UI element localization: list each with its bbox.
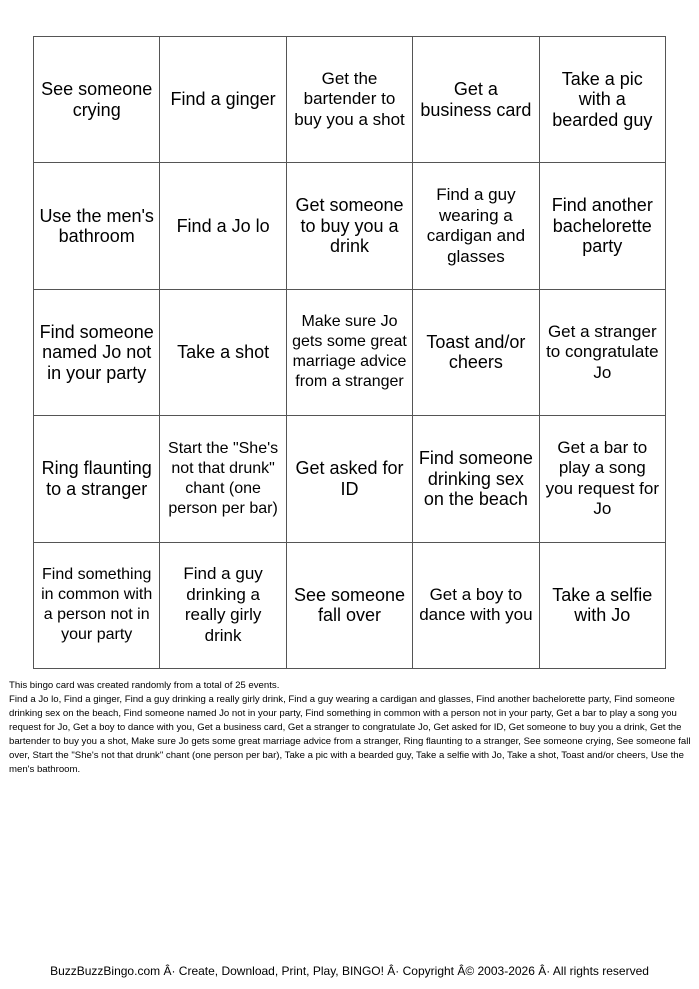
bingo-cell-r3c2 bbox=[160, 290, 286, 416]
cell-text: Toast and/or cheers bbox=[426, 331, 526, 373]
cell-text: Find a ginger bbox=[170, 89, 276, 110]
cell-text: Take a shot bbox=[177, 342, 270, 363]
bingo-cell-r1c4 bbox=[413, 37, 539, 163]
bingo-cell-r3c5 bbox=[540, 290, 666, 416]
cell-text: See someone crying bbox=[41, 79, 153, 120]
bingo-card bbox=[33, 36, 666, 669]
cell-text: Get someone to buy you a drink bbox=[295, 195, 404, 257]
cell-text: See someone fall over bbox=[293, 584, 406, 626]
cell-text: Get a business card bbox=[420, 79, 532, 120]
card-summary: This bingo card was created randomly from a total of 25 events. bbox=[9, 680, 280, 691]
bingo-cell-r1c2 bbox=[160, 37, 286, 163]
cell-text: Get a boy to dance with you bbox=[419, 584, 533, 625]
bingo-cell-r5c4 bbox=[413, 543, 539, 669]
bingo-cell-r2c2 bbox=[160, 163, 286, 289]
bingo-cell-r4c4 bbox=[413, 416, 539, 542]
cell-text: Take a selfie with Jo bbox=[552, 584, 653, 626]
cell-text: Find a guy wearing a cardigan and glasses bbox=[426, 185, 526, 266]
cell-text: Get a stranger to congratulate Jo bbox=[546, 321, 659, 382]
cell-text: Ring flaunting to a stranger bbox=[41, 458, 152, 499]
bingo-cell-r4c5 bbox=[540, 416, 666, 542]
cell-text: Get the bartender to buy you a shot bbox=[294, 68, 405, 129]
bingo-cell-r2c5 bbox=[540, 163, 666, 289]
bingo-cell-r4c2 bbox=[160, 416, 286, 542]
cell-text: Find a guy drinking a really girly drink bbox=[183, 564, 263, 645]
bingo-cell-r4c1 bbox=[34, 416, 160, 542]
card-info bbox=[9, 679, 693, 777]
cell-text: Make sure Jo gets some great marriage advice from a stranger bbox=[292, 313, 407, 391]
cell-text: Find something in common with a person not in your party bbox=[41, 566, 153, 644]
events-list: Find a Jo lo, Find a ginger, Find a guy drinking a really girly drink, Find a guy wearing a cardigan and glasses, Find another bachelorette party, Find someone drinking sex on the beach, Find someone named Jo not in your party, Find something in common with a person not in your party, Get a bar to play a song you request for Jo, Get a boy to dance with you, Get a business card, Get a stranger to congratulate Jo, Get asked for ID, Get someone to buy you a drink, Get the bartender to buy you a shot, Make sure Jo gets some great marriage advice from a stranger, Ring flaunting to a stranger, See someone crying, See someone fall over, Start the "She's not that drunk" chant (one person per bar), Take a pic with a bearded guy, Take a selfie with Jo, Take a shot, Toast and/or cheers, Use the men's bathroom. bbox=[9, 694, 691, 775]
bingo-cell-r5c3 bbox=[287, 543, 413, 669]
bingo-cell-r5c5 bbox=[540, 543, 666, 669]
cell-text: Find a Jo lo bbox=[176, 215, 270, 236]
bingo-cell-r2c3 bbox=[287, 163, 413, 289]
bingo-cell-r1c3 bbox=[287, 37, 413, 163]
bingo-cell-r3c3 bbox=[287, 290, 413, 416]
cell-text: Find someone drinking sex on the beach bbox=[418, 448, 533, 510]
bingo-cell-r3c4 bbox=[413, 290, 539, 416]
cell-text: Get asked for ID bbox=[295, 458, 404, 499]
bingo-cell-r5c1 bbox=[34, 543, 160, 669]
bingo-cell-r1c5 bbox=[540, 37, 666, 163]
cell-text: Find someone named Jo not in your party bbox=[39, 321, 154, 383]
bingo-cell-r3c1 bbox=[34, 290, 160, 416]
bingo-cell-r1c1 bbox=[34, 37, 160, 163]
cell-text: Take a pic with a bearded guy bbox=[552, 68, 653, 130]
cell-text: Start the "She's not that drunk" chant (one person per bar) bbox=[168, 439, 279, 517]
bingo-cell-r2c1 bbox=[34, 163, 160, 289]
cell-text: Get a bar to play a song you request for Jo bbox=[545, 437, 659, 519]
bingo-cell-r5c2 bbox=[160, 543, 286, 669]
bingo-cell-r2c4 bbox=[413, 163, 539, 289]
bingo-cell-r4c3 bbox=[287, 416, 413, 542]
site-footer: BuzzBuzzBingo.com Â· Create, Download, Print, Play, BINGO! Â· Copyright Â© 2003-2026 Â· All rights reserved bbox=[50, 964, 649, 978]
cell-text: Use the men's bathroom bbox=[39, 205, 154, 247]
cell-text: Find another bachelorette party bbox=[551, 195, 653, 257]
